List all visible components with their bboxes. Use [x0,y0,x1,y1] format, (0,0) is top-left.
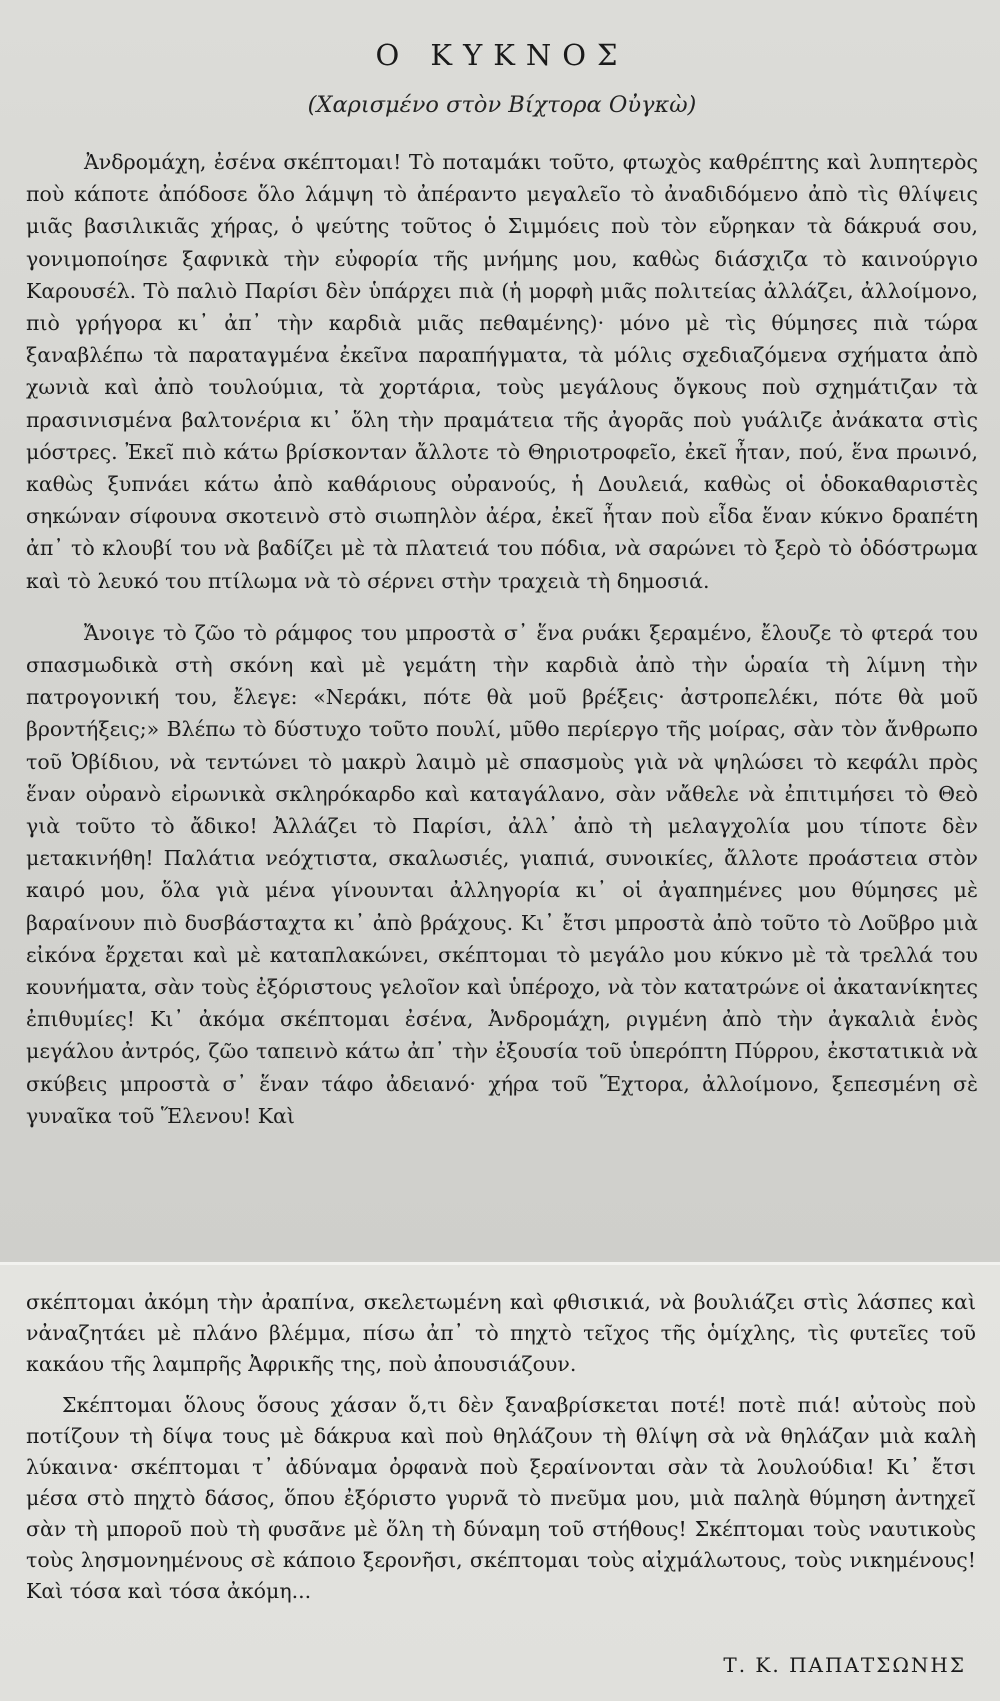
dedication: (Χαρισμένο στὸν Βίχτορα Οὐγκὼ) [307,92,697,118]
poem-title: Ο ΚΥΚΝΟΣ [375,38,629,72]
author-signature: Τ. Κ. ΠΑΠΑΤΣΩΝΗΣ [723,1653,966,1677]
paragraph-3: Σκέπτομαι ὅλους ὅσους χάσαν ὅ,τι δὲν ξαναβρίσκεται ποτέ! ποτὲ πιά! αὐτοὺς ποὺ ποτίζουν τὴ δίψα τους μὲ δάκρυα καὶ ποὺ θηλάζουν τὴ θλίψη σὰ νὰ θηλάζαν μιὰ καλὴ λύκαινα· σκέπτομαι τ᾿ ἀδύναμα ὀρφανὰ ποὺ ξεραίνονται σὰν τὰ λουλούδια! Κι᾿ ἔτσι μέσα στὸ πηχτὸ δάσος, ὅπου ἐξόριστο γυρνᾶ τὸ πνεῦμα μου, μιὰ παληὰ θύμηση ἀντηχεῖ σὰν τὴ μποροῦ ποὺ τὴ φυσᾶνε μὲ ὅλη τὴ δύναμη τοῦ στήθους! Σκέπτομαι τοὺς ναυτικοὺς τοὺς λησμονημένους σὲ κάποιο ξερονῆσι, σκέπτομαι τοὺς αἰχμάλωτους, τοὺς νικημένους! Καὶ τόσα καὶ τόσα ἀκόμη... [26,1393,976,1603]
paragraph-1: Ἀνδρομάχη, ἐσένα σκέπτομαι! Τὸ ποταμάκι τοῦτο, φτωχὸς καθρέπτης καὶ λυπητερὸς ποὺ κάποτε ἀπόδοσε ὅλο λάμψη τὸ ἀπέραντο μεγαλεῖο τὸ ἀναδιδόμενο ἀπὸ τὶς θλίψεις μιᾶς βασιλικιᾶς χήρας, ὁ ψεύτης τοῦτος ὁ Σιμμόεις ποὺ τὸν εὔρηκαν τὰ δάκρυά σου, γονιμοποίησε ξαφνικὰ τὴν εὐφορία τῆς μνήμης μου, καθὼς διάσχιζα τὸ καινούργιο Καρουσέλ. Τὸ παλιὸ Παρίσι δὲν ὑπάρχει πιὰ (ἡ μορφὴ μιᾶς πολιτείας ἀλλάζει, ἀλλοίμονο, πιὸ γρήγορα κι᾿ ἀπ᾿ τὴν καρδιὰ μιᾶς πεθαμένης)· μόνο μὲ τὶς θύμησες πιὰ τώρα ξαναβλέπω τὰ παραταγμένα ἐκεῖνα παραπήγματα, τὰ μόλις σχεδιαζόμενα σχήματα ἀπὸ χωνιὰ καὶ ἀπὸ τουλούμια, τὰ χορτάρια, τοὺς μεγάλους ὄγκους ποὺ σχημάτιζαν τὰ πρασινισμένα βαλτονέρια κι᾿ ὅλη τὴν πραμάτεια τῆς ἀγορᾶς ποὺ γυάλιζε ἀνάκατα στὶς μόστρες. Ἐκεῖ πιὸ κάτω βρίσκονταν ἄλλοτε τὸ Θηριοτροφεῖο, ἐκεῖ ἦταν, πού, ἕνα πρωινό, καθὼς ξυπνάει κάτω ἀπὸ καθάριους οὐρανούς, ἡ Δουλειά, καθὼς οἱ ὁδοκαθαριστὲς σηκώναν σίφουνα σκοτεινὸ στὸ σιωπηλὸν ἀέρα, ἐκεῖ ἦταν ποὺ εἶδα ἕναν κύκνο δραπέτη ἀπ᾿ τὸ κλουβί του νὰ βαδίζει μὲ τὰ πλατειά του πόδια, νὰ σαρώνει τὸ ξερὸ τὸ ὁδόστρωμα καὶ τὸ λευκό του πτίλωμα νὰ τὸ σέρνει στὴν τραχειὰ τὴ δημοσιά. [26,150,978,593]
lower-page [0,1265,1000,1701]
paragraph-2: Ἄνοιγε τὸ ζῶο τὸ ράμφος του μπροστὰ σ᾿ ἕνα ρυάκι ξεραμένο, ἔλουζε τὸ φτερά του σπασμωδικὰ στὴ σκόνη καὶ μὲ γεμάτη τὴν καρδιὰ ἀπὸ τὴν ὡραία τὴ λίμνη τὴν πατρογονική του, ἔλεγε: «Νεράκι, πότε θὰ μοῦ βρέξεις· ἀστροπελέκι, πότε θὰ μοῦ βροντήξεις;» Βλέπω τὸ δύστυχο τοῦτο πουλί, μῦθο περίεργο τῆς μοίρας, σὰν τὸν ἄνθρωπο τοῦ Ὀβίδιου, νὰ τεντώνει τὸ μακρὺ λαιμὸ μὲ σπασμοὺς γιὰ νὰ ψηλώσει τὸ κεφάλι πρὸς ἕναν οὐρανὸ εἰρωνικὰ σκληρόκαρδο καὶ καταγάλανο, σὰν νἄθελε νὰ ἐπιτιμήσει τὸ Θεὸ γιὰ τοῦτο τὸ ἄδικο! Ἀλλάζει τὸ Παρίσι, ἀλλ᾿ ἀπὸ τὴ μελαγχολία μου τίποτε δὲν μετακινήθη! Παλάτια νεόχτιστα, σκαλωσιές, γιαπιά, συνοικίες, ἄλλοτε προάστεια στὸν καιρό μου, ὅλα γιὰ μένα γίνουνται ἀλληγορία κι᾿ οἱ ἀγαπημένες μου θύμησες μὲ βαραίνουν πιὸ δυσβάσταχτα κι᾿ ἀπὸ βράχους. Κι᾿ ἔτσι μπροστὰ ἀπὸ τοῦτο τὸ Λοῦβρο μιὰ εἰκόνα ἔρχεται καὶ μὲ καταπλακώνει, σκέπτομαι τὸ μεγάλο μου κύκνο μὲ τὰ τρελλά του κουνήματα, σὰν τοὺς ἐξόριστους γελοῖον καὶ ὑπέροχο, νὰ τὸν κατατρώνε οἱ ἀκατανίκητες ἐπιθυμίες! Κι᾿ ἀκόμα σκέπτομαι ἐσένα, Ἀνδρομάχη, ριγμένη ἀπὸ τὴν ἀγκαλιὰ ἑνὸς μεγάλου ἀντρός, ζῶο ταπεινὸ κάτω ἀπ᾿ τὴν ἐξουσία τοῦ ὑπερόπτη Πύρρου, ἐκστατικιὰ νὰ σκύβεις μπροστὰ σ᾿ ἕναν τάφο ἀδειανό· χήρα τοῦ Ἕχτορα, ἀλλοίμονο, ξεπεσμένη σὲ γυναῖκα τοῦ Ἕλενου! Καὶ [26,620,978,1128]
paragraph-continuation: σκέπτομαι ἀκόμη τὴν ἀραπίνα, σκελετωμένη καὶ φθισικιά, νὰ βουλιάζει στὶς λάσπες καὶ νἀναζητάει μὲ πλάνο βλέμμα, πίσω ἀπ᾿ τὸ πηχτὸ τεῖχος τῆς ὁμίχλης, τὶς φυτεῖες τοῦ κακάου τῆς λαμπρῆς Ἀφρικῆς της, ποὺ ἀπουσιάζουν. [26,1290,976,1376]
